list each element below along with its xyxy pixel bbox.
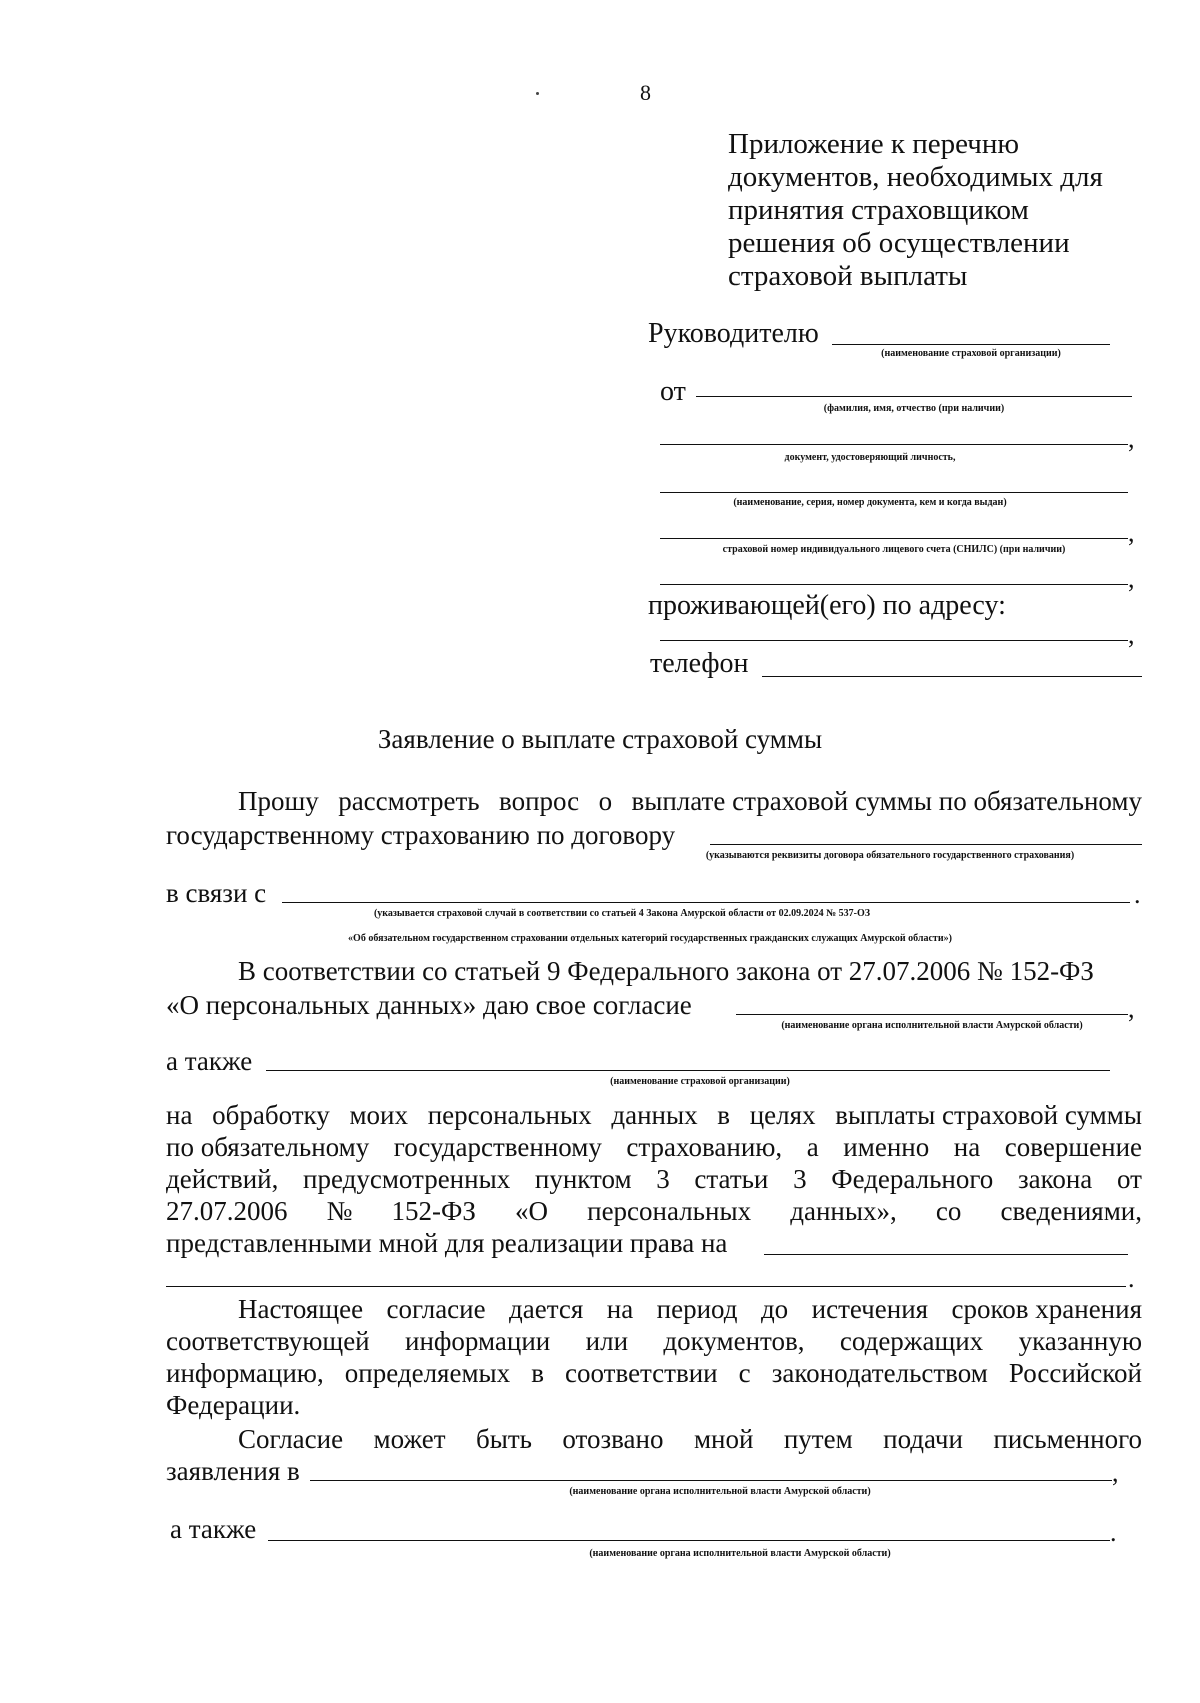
word: о — [598, 786, 613, 816]
word: 152-ФЗ — [391, 1196, 476, 1226]
paragraph-line — [238, 1294, 1142, 1325]
comma: , — [1128, 518, 1135, 547]
period: . — [1128, 1264, 1135, 1293]
word: истечения — [811, 1294, 929, 1324]
right-name-line[interactable] — [764, 1254, 1128, 1255]
addressee-label: Руководителю — [648, 318, 819, 349]
word: в — [531, 1358, 544, 1388]
annex-heading — [728, 128, 1148, 293]
paragraph-line — [166, 1326, 1142, 1357]
caption-authority: (наименование органа исполнительной власти Амурской области) — [781, 1020, 1083, 1031]
word: документов, — [663, 1326, 805, 1356]
caption-document-details: (наименование, серия, номер документа, кем и когда выдан) — [733, 497, 1007, 508]
paragraph-line: государственному страхованию по договору — [166, 820, 676, 850]
word: в — [717, 1100, 731, 1130]
word: путем — [783, 1424, 853, 1454]
insured-event-line[interactable] — [282, 902, 1130, 903]
also-label: а также — [170, 1514, 257, 1544]
word: информации — [405, 1326, 551, 1356]
also-label: а также — [166, 1046, 253, 1076]
address-line[interactable] — [660, 640, 1128, 641]
word: подачи — [883, 1424, 963, 1454]
identity-document-line[interactable] — [660, 444, 1128, 445]
paragraph-line: заявления в — [166, 1456, 300, 1486]
word: именно — [843, 1132, 930, 1162]
address-label: проживающей(его) по адресу: — [648, 590, 1006, 621]
paragraph-line: В соответствии со статьей 9 Федерального закона от 27.07.2006 № 152-ФЗ — [238, 956, 1094, 986]
full-name-line[interactable] — [696, 396, 1132, 397]
word: 3 — [793, 1164, 807, 1194]
comma: , — [1128, 564, 1135, 593]
page-number: 8 — [640, 80, 651, 105]
word: страхованию, — [626, 1132, 783, 1162]
word: Прошу — [238, 786, 319, 816]
caption-identity-document: документ, удостоверяющий личность, — [784, 452, 956, 463]
comma: , — [1128, 994, 1135, 1023]
word: до — [760, 1294, 789, 1324]
paragraph-line — [166, 1358, 1142, 1389]
word: «О — [515, 1196, 548, 1226]
word: персональных — [427, 1100, 592, 1130]
from-label: от — [660, 376, 686, 407]
word: 27.07.2006 — [166, 1196, 288, 1226]
word: или — [585, 1326, 629, 1356]
word: данных», — [790, 1196, 897, 1226]
paragraph-line: представленными мной для реализации права на — [166, 1228, 728, 1258]
phone-label: телефон — [650, 648, 749, 679]
word: закона — [1017, 1164, 1093, 1194]
caption-contract: (указываются реквизиты договора обязательного государственного страхования) — [705, 850, 1075, 861]
word: информацию, — [166, 1358, 324, 1388]
word: пунктом — [534, 1164, 632, 1194]
annex-line: принятия страховщиком — [728, 194, 1029, 226]
word: персональных — [587, 1196, 752, 1226]
paragraph-line — [238, 786, 1142, 817]
caption-snils: страховой номер индивидуального лицевого счета (СНИЛС) (при наличии) — [722, 544, 1066, 555]
caption-insured-event: (указывается страховой случай в соответствии со статьей 4 Закона Амурской области от 02.09.2024 № 537-ОЗ — [373, 908, 871, 919]
word: данных — [611, 1100, 698, 1130]
paragraph-line: «О персональных данных» даю свое согласие — [166, 990, 692, 1020]
right-name-continuation-line[interactable] — [166, 1286, 1126, 1287]
paragraph-line — [238, 1424, 1142, 1455]
word: вопрос — [499, 786, 580, 816]
caption-authority-3: (наименование органа исполнительной власти Амурской области) — [589, 1548, 891, 1559]
word: указанную — [1018, 1326, 1142, 1356]
word: от — [1116, 1164, 1142, 1194]
snils-value-line[interactable] — [660, 584, 1128, 585]
comma: , — [1128, 620, 1135, 649]
word: с — [738, 1358, 751, 1388]
word: обработку — [212, 1100, 330, 1130]
word: законодательством — [771, 1358, 988, 1388]
word: письменного — [993, 1424, 1142, 1454]
word: может — [373, 1424, 446, 1454]
caption-insurer: (наименование страховой организации) — [881, 348, 1061, 359]
contract-details-line[interactable] — [710, 844, 1142, 845]
caption-insured-event-law: «Об обязательном государственном страховании отдельных категорий государственных гражданских служащих Амурской области») — [348, 933, 952, 944]
word: статьи — [694, 1164, 769, 1194]
word: Настоящее — [238, 1294, 364, 1324]
phone-line[interactable] — [762, 676, 1142, 677]
word: совершение — [1004, 1132, 1142, 1162]
word: согласие — [386, 1294, 486, 1324]
paragraph-line — [166, 1196, 1142, 1227]
caption-insurer-2: (наименование страховой организации) — [610, 1076, 790, 1087]
withdrawal-authority-line-2[interactable] — [268, 1540, 1110, 1541]
word: сведениями, — [1000, 1196, 1142, 1226]
paragraph-line — [166, 1132, 1142, 1163]
caption-full-name: (фамилия, имя, отчество (при наличии) — [823, 403, 1005, 414]
annex-line: документов, необходимых для — [728, 161, 1103, 193]
word: по обязательному — [166, 1132, 370, 1162]
comma: , — [1128, 424, 1135, 453]
word: сроков хранения — [951, 1294, 1142, 1324]
word: содержащих — [839, 1326, 984, 1356]
word: а — [806, 1132, 819, 1162]
authority-name-line[interactable] — [736, 1014, 1128, 1015]
word: 3 — [656, 1164, 670, 1194]
word: Российской — [1008, 1358, 1142, 1388]
withdrawal-authority-line[interactable] — [310, 1480, 1112, 1481]
word: Согласие — [238, 1424, 344, 1454]
period: . — [1110, 1518, 1117, 1547]
application-title: Заявление о выплате страховой суммы — [377, 724, 823, 754]
word: моих — [349, 1100, 408, 1130]
annex-line: решения об осуществлении — [728, 227, 1070, 259]
paragraph-line — [166, 1100, 1142, 1131]
annex-line: Приложение к перечню — [728, 128, 1020, 160]
word: дается — [509, 1294, 584, 1324]
in-connection-label: в связи с — [166, 878, 267, 908]
scan-dot — [536, 92, 539, 95]
word: № — [326, 1196, 353, 1226]
snils-line[interactable] — [660, 538, 1128, 539]
word: со — [935, 1196, 962, 1226]
word: целях — [749, 1100, 816, 1130]
annex-line: страховой выплаты — [728, 260, 968, 292]
insurer-line[interactable] — [266, 1070, 1110, 1071]
word: государственному — [393, 1132, 602, 1162]
word: Федерального — [831, 1164, 994, 1194]
word: отозвано — [562, 1424, 664, 1454]
word: выплате страховой суммы по обязательному — [631, 786, 1142, 816]
word: на — [166, 1100, 193, 1130]
word: действий, — [166, 1164, 279, 1194]
word: мной — [693, 1424, 754, 1454]
word: на — [606, 1294, 634, 1324]
word: быть — [475, 1424, 532, 1454]
word: рассмотреть — [338, 786, 480, 816]
caption-authority-2: (наименование органа исполнительной власти Амурской области) — [569, 1486, 871, 1497]
word: период — [656, 1294, 738, 1324]
word: соответствующей — [166, 1326, 370, 1356]
word: определяемых — [344, 1358, 511, 1388]
period: . — [1134, 880, 1141, 909]
insurer-name-line[interactable] — [832, 344, 1110, 345]
word: выплаты страховой суммы — [835, 1100, 1142, 1130]
document-details-line[interactable] — [660, 492, 1128, 493]
word: предусмотренных — [303, 1164, 511, 1194]
paragraph-line — [166, 1164, 1142, 1195]
comma: , — [1112, 1458, 1119, 1487]
word: соответствии — [565, 1358, 718, 1388]
paragraph-line: Федерации. — [166, 1390, 301, 1420]
word: на — [953, 1132, 981, 1162]
